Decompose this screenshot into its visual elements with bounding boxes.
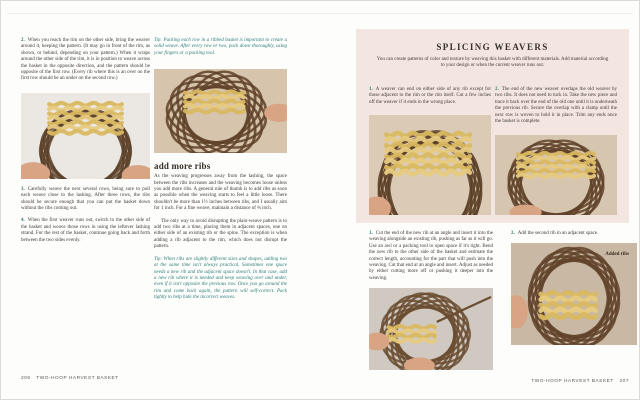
step-2 <box>21 38 150 83</box>
step-4 <box>21 218 150 244</box>
left-page-column-2 <box>154 38 287 308</box>
splice-column-1 <box>369 87 491 215</box>
left-page-number: 206 <box>21 376 31 381</box>
section-heading-add-more-ribs: add more ribs <box>154 161 211 172</box>
splice-box-columns <box>369 87 617 215</box>
right-running-footer <box>531 379 629 384</box>
tip-packing: Tip: Packing each row in a ribbed basket is important to create a solid weave. After every row or two, pack down thoroughly, using your fingers or a packing tool. <box>154 38 287 56</box>
splice-column-2 <box>495 87 617 215</box>
left-footer-title: TWO-HOOP HARVEST BASKET <box>36 376 119 381</box>
add-rib-step-2 <box>511 231 637 237</box>
photo-insert-new-rib <box>369 288 493 370</box>
add-rib-step-1 <box>369 231 493 282</box>
add-rib-step-1-number: 1. <box>369 231 373 236</box>
splice-box-intro: You can create patterns of color and texture by weaving this basket with different materials. Add material according to your design or when the current weaver runs out. <box>376 57 609 69</box>
splice-box-title: SPLICING WEAVERS <box>436 42 549 52</box>
photo-packing-rows <box>154 69 287 153</box>
step-2-number: 2. <box>21 38 25 43</box>
step-3-number: 3. <box>21 186 25 192</box>
splice-step-1-text: A weaver can end on either side of any rib except for those adjacent to the rim or the rim itself. Cut a few inches off the weaver if it ends in the wrong place. <box>369 87 491 105</box>
right-footer-title: TWO-HOOP HARVEST BASKET <box>531 379 614 384</box>
added-ribs-label: Added ribs <box>605 252 629 258</box>
add-rib-step-2-number: 2. <box>511 231 515 236</box>
splice-step-2 <box>495 87 617 125</box>
splice-step-2-number: 2. <box>495 87 499 92</box>
splice-step-2-text: The end of the new weaver overlaps the old weaver by two ribs. It does not need to tuck in. Take the new piece and trace it back over the end of the old one until it is underneath the previous rib. Secure the overlap with a clamp until the next row is woven to hold it in place. Trim any ends once the basket is complete. <box>495 87 617 125</box>
step-4-number: 4. <box>21 218 25 224</box>
step-3 <box>21 187 150 213</box>
step-2-text: When you reach the rim on the other side, bring the weaver around it, keeping the pattern. (It may go in front of the rim, as shown, or behind, depending on your pattern.) When it wraps around the other side of the rim, it is in position to weave across the basket in the opposite direction, and the pattern should be opposite of the first row. (Every rib where this is an over on the first row should be an under on the second row.) <box>21 38 150 82</box>
right-page-number: 207 <box>619 379 629 384</box>
left-running-footer <box>21 376 119 381</box>
add-ribs-paragraph-2: The only way to avoid disrupting the plain-weave pattern is to add two ribs at a time, placing them in adjacent spaces, one on either side of an existing rib or the spine. The exception is when adding a rib adjacent to the rim, which does not disrupt the pattern. <box>154 218 287 250</box>
add-rib-step-1-text: Cut the end of the new rib at an angle and insert it into the weaving alongside an existing rib, pushing as far as it will go. Use an awl or a packing tool to open space if it's tight. Bend the new rib to the other side of the basket and estimate the correct length, accounting for the part that will push into the weaving. Cut that end at an angle and insert. Adjust as needed by either cutting more off or pushing it deeper into the weaving. <box>369 231 493 281</box>
splice-step-1 <box>369 87 491 106</box>
add-ribs-column-2 <box>511 231 637 345</box>
left-page-column-1 <box>21 38 150 250</box>
step-4-text: When the first weaver runs out, switch to the other side of the basket and weave those rows in using the leftover lashing strand. For the rest of the basket, continue going back and forth between the two sides evenly. <box>21 218 150 243</box>
add-rib-step-2-text: Add the second rib in an adjacent space. <box>517 231 599 236</box>
add-ribs-column-1 <box>369 231 493 370</box>
photo-overlap-weavers <box>495 135 617 215</box>
right-page <box>356 1 631 400</box>
photo-weaver-end <box>369 115 491 215</box>
add-ribs-paragraph-1: As the weaving progresses away from the lashing, the space between the ribs increases and the weaving becomes loose unless you add more ribs. A general rule of thumb is to add ribs as soon as possible when the weaving starts to feel a little loose. There shouldn't be more than 1½ inches between ribs, and I usually aim for 1 inch. For a fine weave, maintain a distance of ¾ inch. <box>154 174 287 212</box>
splice-step-1-number: 1. <box>369 87 373 92</box>
photo-weaving-across-rim <box>21 93 150 179</box>
step-3-text: Carefully weave the next several rows, being sure to pull each weave close to the lashing. After three rows, the ribs should be secure enough that you can put the basket down without the ribs coming out. <box>21 186 150 212</box>
left-page <box>21 1 287 400</box>
tip-different-sizes: Tip: When ribs are slightly different sizes and shapes, adding two at the same time isn't always practical. Sometimes one space needs a new rib and the adjacent space doesn't. In that case, add a new rib where it is needed and keep weaving over and under, even if it isn't opposite the previous row. Once you go around the rim and come back again, the pattern will self-correct. Pack tightly to help hide the incorrect weaves. <box>154 256 287 301</box>
photo-added-ribs <box>511 243 637 345</box>
splicing-weavers-box <box>356 29 629 223</box>
